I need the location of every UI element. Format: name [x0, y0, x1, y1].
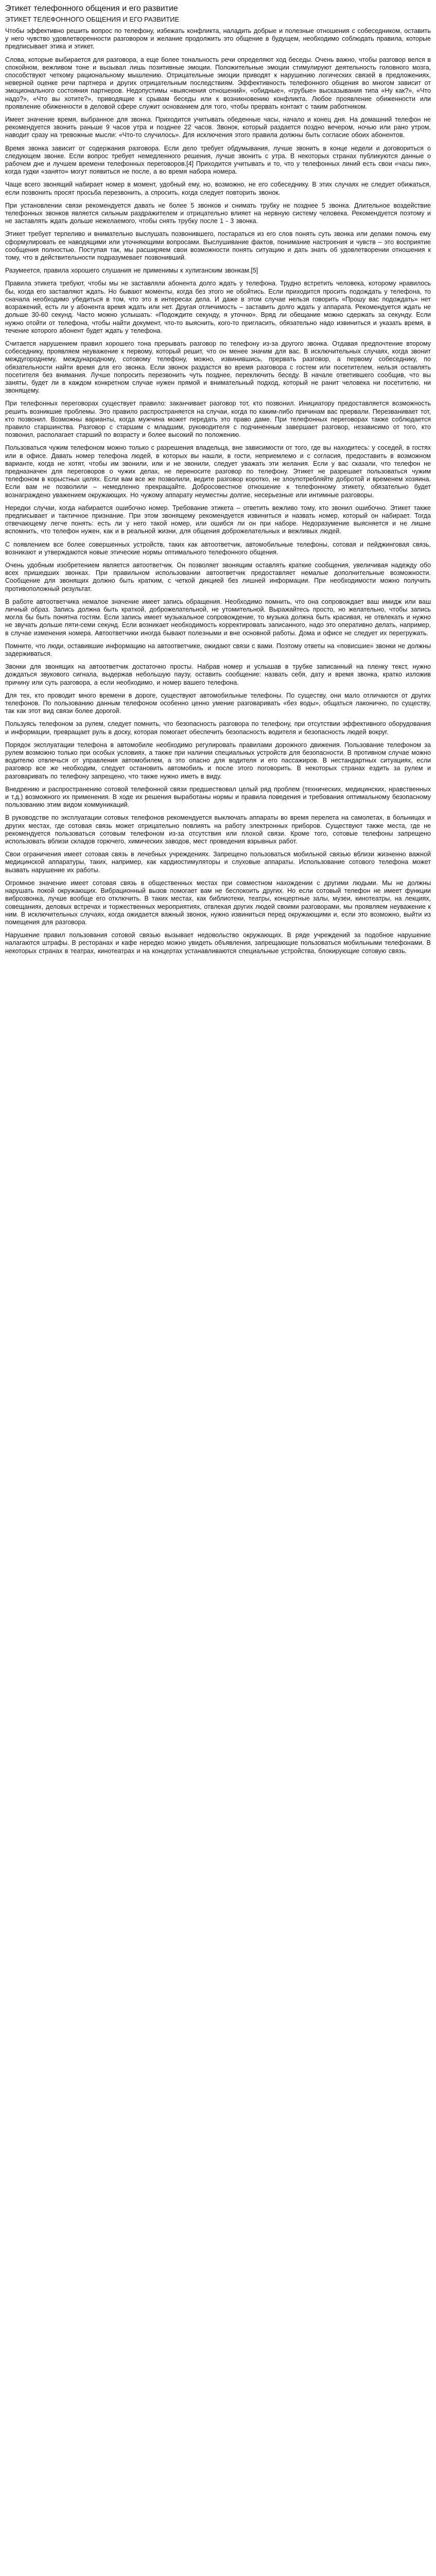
document — [0, 0, 436, 965]
paragraph: Нарушение правил пользования сотовой связью вызывает недовольство окружающих. В ряде учреждений за подобное нарушение налагаются штрафы. В ресторанах и кафе нередко можно увидеть объявления, запрещающие пользоваться мобильными телефонами. В некоторых странах в театрах, кинотеатрах и на концертах устанавливаются специальные устройства, блокирующие сотовую связь. — [5, 931, 431, 955]
paragraph: Время звонка зависит от содержания разговора. Если дело требует обдумывания, лучше звонить в конце недели и договориться о следующем звонке. Если вопрос требует немедленного решения, лучше звонить с утра. В некоторых странах публикуются данные о рабочем дне и лучшем времени телефонных переговоров.[4] Приходится учитывать и то, что у телефонных линий есть свои «часы пик», когда гудки «занято» могут появиться не после, а во время набора номера. — [5, 144, 431, 176]
paragraph: Для тех, кто проводит много времени в дороге, существуют автомобильные телефоны. По существу, они мало отличаются от других телефонов. По пользованию данным телефоном особенно ценно умение разговаривать «без воды», общаться лаконично, по существу, так как этот вид связи более дорогой. — [5, 691, 431, 715]
article-body — [5, 27, 431, 955]
paragraph: Нередки случаи, когда набирается ошибочно номер. Требование этикета – ответить вежливо тому, кто звонил ошибочно. Этикет также предписывает и тактичное признание. При этом звонящему рекомендуется извиниться и назвать номер, который он набирает. Тогда отвечающему легче понять: есть ли у него такой номер, или ошибся ли он при наборе. Недоразумение выясняется и не лишне вспомнить, что телефон нужен, как и в реальной жизни, для общения доброжелательных и вежливых людей. — [5, 504, 431, 535]
paragraph: Очень удобным изобретением является автоответчик. Он позволяет звонящим оставлять краткие сообщения, увеличивая надежду обо всех пришедших звонках. При правильном использовании автоответчик предоставляет немалые дополнительные возможности. Сообщение для звонящих должно быть кратким, с четкой дикцией без лишней информации. При необходимости можно получить противоположный результат. — [5, 561, 431, 592]
paragraph: Свои ограничения имеет сотовая связь в лечебных учреждениях. Запрещено пользоваться мобильной связью вблизи жизненно важной медицинской аппаратуры, таких, например, как кардиостимуляторы и слуховые аппараты. Использование сотового телефона может вызвать нарушение их работы. — [5, 851, 431, 874]
paragraph: Чаще всего звонящий набирает номер в момент, удобный ему, но, возможно, не его собеседнику. В этих случаях не следует обижаться, если позвонить просят просьба перезвонить, а спросить, когда следует повторить звонок. — [5, 181, 431, 196]
paragraph: Разумеется, правила хорошего слушания не применимы к хулиганским звонкам.[5] — [5, 267, 258, 275]
paragraph: Звонки для звонящих на автоответчик достаточно просты. Набрав номер и услышав в трубке записанный на пленку текст, нужно дождаться звукового сигнала, выдержав небольшую паузу, оставить сообщение: назвать себя, дату и время звонка, кратко изложив причину или суть разговора, а если необходимо, и номер вашего телефона. — [5, 663, 431, 686]
paragraph: С появлением все более совершенных устройств, таких как автоответчик, автомобильные телефоны, сотовая и пейджинговая связь, возникают и утверждаются новые этические нормы оптимального телефонного общения. — [5, 540, 431, 556]
paragraph: Имеет значение время, выбранное для звонка. Приходится учитывать обеденные часы, начало и конец дня. На домашний телефон не рекомендуется звонить раньше 9 часов утра и позднее 22 часов. Звонок, который раздается поздно вечером, ночью или рано утром, наводит сразу на тревожные мысли: «Что-то случилось». Для исключения этого правила должны быть согласие обоих абонентов. — [5, 116, 431, 139]
paragraph: Внедрению и распространению сотовой телефонной связи предшествовал целый ряд проблем (технических, медицинских, нравственных и т.д.) возможного их применения. В ходе их решения выработаны нормы и правила поведения и требования оптимальному безопасному пользованию этим видом коммуникаций. — [5, 785, 431, 809]
paragraph: Порядок эксплуатации телефона в автомобиле необходимо регулировать правилами дорожного движения. Пользование телефоном за рулем возможно только при особых условиях, а также при наличии специальных устройств для безопасности. В противном случае можно водителю отвлечься от управления автомобилем, а это опасно для водителя и его пассажиров. В нестандартных ситуациях, если разговор все же необходим, следует остановить автомобиль и после этого поговорить. В некоторых странах ездить за рулем и разговаривать по телефону запрещено, что также нужно иметь в виду. — [5, 741, 431, 780]
paragraph: Слова, которые выбирается для разговора, а еще более тональность речи определяют ход беседы. Очень важно, чтобы разговор велся в спокойном, вежливом тоне и вызывал лишь позитивные эмоции. Положительные эмоции стимулируют деятельность головного мозга, способствуют четкому рациональному мышлению. Отрицательные эмоции приводят к нарушению логических связей в предложениях, неверной оценке речи партнера и других отрицательным последствиям. Эффективность телефонного общения во многом зависит от эмоционального состояния партнеров. Недопустимы «выяснения отношений», «обидные», «грубые» высказывания типа «Ну как?», «Что надо?», «Что вы хотите?», приводящие к срывам беседы или к возникновению конфликта. Любое проявление обиженности или проявление обиженности в деловой сфере служит основанием для того, чтобы прервать контакт с таким работником. — [5, 56, 431, 110]
paragraph: Правила этикета требуют, чтобы мы не заставляли абонента долго ждать у телефона. Трудно встретить человека, которому нравилось бы, когда его заставляют ждать. Но бывают моменты, когда без этого не обойтись. Если приходится просить подождать у телефона, то сначала необходимо убедиться в том, что это в интересах дела. И даже в этом случае нельзя говорить «Прошу вас подождать» нет возражений, есть ли у абонента время ждать или нет. Другая отличимость – заставить долго ждать у аппарата. Рекомендуется ждать не дольше 30-60 секунд. Часто можно услышать: «Подождите секунду, я уточню». Вряд ли обещание можно сдержать за секунду. Если нужно отойти от телефона, чтобы найти документ, что-то выяснить, кого-то пригласить, обязательно надо извиниться и указать время, в течение которого абонент будет ждать у телефона. — [5, 280, 431, 334]
paragraph: Чтобы эффективно решить вопрос по телефону, избежать конфликта, наладить добрые и полезные отношения с собеседником, оставить у него чувство удовлетворенности разговором и желание продолжить это общение в будущем, необходимо соблюдать правила, которые предписывает этика и этикет. — [5, 27, 431, 50]
paragraph: В работе автоответчика немалое значение имеет запись обращения. Необходимо помнить, что она сопровождает ваш имидж или ваш личный образ. Запись должна быть краткой, доброжелательной, не утомительной. Выражайтесь просто, но желательно, чтобы запись могла бы быть понятна гостям. Если запись имеет музыкальное сопровождение, то музыка должна быть красивая, не отвлекать и нужно не звучать дольше пяти-семи секунд. Если возникает необходимость корректировать записанного, надо это оперативно делать, например, в случае изменения номера. Автоответчики иногда бывают полезными и вне основной работы. Дома и офисе не следует их перегружать. — [5, 598, 431, 637]
paragraph: Считается нарушением правил хорошего тона прерывать разговор по телефону из-за другого звонка. Отдавая предпочтение второму собеседнику, проявляем неуважение к первому, который решит, что он менее значим для вас. В исключительных случаях, когда звонит междугороднему, международному, сотовому телефону, можно, извинившись, прервать разговор, а первому собеседнику, по обязательности найти время для его звонка. Если звонок раздастся во время разговора с гостем или посетителем, нельзя оставлять посетителя без внимания. Лучше попросить перезвонить чуть позднее, переключить беседу. В начале ответившего сообщив, что вы заняты, будет ли в каждом конкретном случае нужен прямой и внимательный подход, который не ранит человека ни посетителю, ни звонящему. — [5, 340, 431, 395]
paragraph: При телефонных переговорах существует правило: заканчивает разговор тот, кто позвонил. Инициатору предоставляется возможность решить возникшие проблемы. Это правило распространяется на случаи, когда по каким-либо причинам вас прервали. Перезванивает тот, кто позвонил. Возможны варианты, когда мужчина может передать это право даме. При телефонных переговорах также соблюдается правило старшинства. Разговор с старшим с младшим, руководителя с подчиненным завершает разговор, независимо от того, кто позвонил, располагает старший по возрасту и более высокий по положению. — [5, 400, 431, 439]
page-title: Этикет телефонного общения и его развитие — [5, 4, 178, 13]
page-subtitle: ЭТИКЕТ ТЕЛЕФОННОГО ОБЩЕНИЯ И ЕГО РАЗВИТИЕ — [5, 15, 180, 23]
paragraph: В руководстве по эксплуатации сотовых телефонов рекомендуется выключать аппараты во время перелета на самолетах, в больницах и других местах, где сотовая связь может отрицательно повлиять на работу электронных приборов. Существуют также места, где не рекомендуется пользоваться сотовым телефоном из-за отсутствия или плохой связи. Кроме того, сотовые телефоны запрещено использовать вблизи складов горючего, химических заводов, мест проведения взрывных работ. — [5, 814, 431, 845]
paragraph: Огромное значение имеет сотовая связь в общественных местах при совместном нахождении с другими людьми. Мы не должны нарушать покой окружающих. Вибрационный вызов помогает вам не беспокоить других. Но если сотовый телефон не имеет функции виброзвонка, лучше вообще его отключить. В таких местах, как библиотеки, театры, концертные залы, музеи, кинотеатры, на лекциях, совещаниях, деловых встречах и торжественных мероприятиях, отвлекая других людей своими разговорами, мы проявляем неуважение к ним. В исключительных случаях, когда ожидается важный звонок, нужно извиниться перед окружающими и, если это возможно, выйти из помещения для разговора. — [5, 879, 431, 926]
paragraph: Помните, что люди, оставившие информацию на автоответчике, ожидают связи с вами. Поэтому ответы на «повисшие» звонки не должны задерживаться. — [5, 642, 431, 658]
paragraph: Пользоваться чужим телефоном можно только с разрешения владельца, вне зависимости от того, где вы находитесь: у соседей, в гостях или в офисе. Давать номер телефона людей, в которых вы нашли, в гости, неприемлемо и с согласия, предоставить в возможном варианте, когда не хотят, чтобы им звонили, или и не звонили, следует уважать эти желания. Если у вас сказали, что телефон не предназначен для переговоров о чужих делах, не переносите разговор по телефону. Этикет не разрешает пользоваться чужим телефоном в корыстных целях. Если вам все же позволили, ведите разговор коротко, не злоупотребляйте добротой и временем хозяина. Если вам не позволили – немедленно прекращайте. Добросовестное отношение к телефонному этикету, обязательно будет вознаграждено уважением окружающих. Но чужому аппарату неуместны долгие, несерьезные или интимные разговоры. — [5, 444, 431, 499]
paragraph: При установлении связи рекомендуется давать не более 5 звонков и снимать трубку не позднее 5 звонка. Длительное воздействие телефонных звонков является сильным раздражителем и отрицательно влияет на нервную систему человека. Рекомендуется поэтому и не заставлять ждать дольше нежелаемого, чтобы снять трубку после 1 - 3 звонка. — [5, 201, 431, 225]
paragraph: Этикет требует терпеливо и внимательно выслушать позвонившего, постараться из его слов понять суть звонка или делами помочь ему сформулировать ее наводящими или уточняющими вопросами. Выслушивание фактов, понимание настроения и чувств – это восприятие сообщения полностью. Поступая так, мы расширяем свои возможности понять ситуацию и дать знать об удовлетворении отношения к тому, что в действительности подразумевает позвонивший. — [5, 230, 431, 262]
paragraph: Пользуясь телефоном за рулем, следует помнить, что безопасность разговора по телефону, при отсутствии эффективного оборудования и информации, превращает руль в доску, которая помогает обеспечить безопасность водителя и безопасность людей вокруг. — [5, 720, 431, 736]
